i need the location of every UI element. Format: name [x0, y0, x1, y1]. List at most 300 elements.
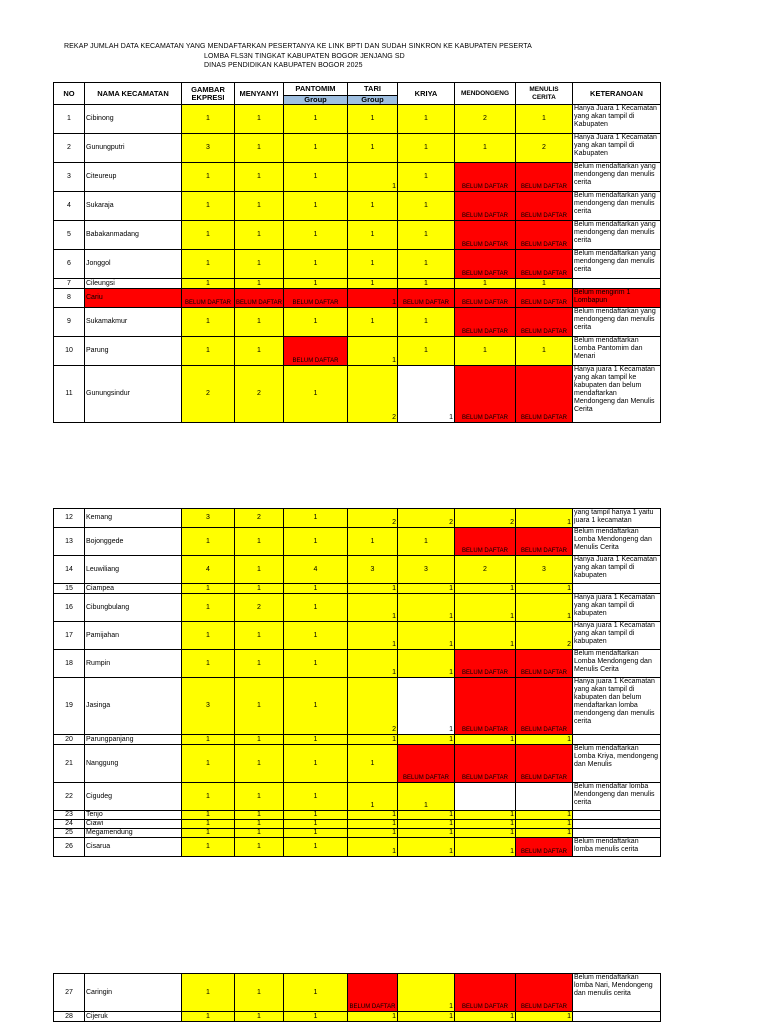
- kecamatan-name: Cijeruk: [85, 1012, 182, 1022]
- cell-menulis: 1: [516, 509, 573, 528]
- kecamatan-name: Babakanmadang: [85, 221, 182, 250]
- cell-mendongeng: 1: [455, 1012, 516, 1022]
- col-pantomim: PANTOMIM: [284, 83, 348, 96]
- cell-pantomim: 1: [284, 820, 348, 829]
- table-row: [54, 745, 661, 783]
- cell-kriya: [398, 289, 455, 308]
- belum-daftar-label: BELUM DAFTAR: [521, 1004, 567, 1010]
- row-number: 7: [54, 279, 85, 289]
- table-row: [54, 528, 661, 556]
- row-number: 14: [54, 556, 85, 584]
- keterangan-note: [573, 820, 661, 829]
- table-row: [54, 678, 661, 735]
- cell-menyanyi: 1: [235, 1012, 284, 1022]
- table-row: [54, 105, 661, 134]
- cell-mendongeng: 1: [455, 337, 516, 366]
- belum-daftar-label: BELUM DAFTAR: [349, 1004, 396, 1010]
- cell-mendongeng: 1: [455, 820, 516, 829]
- cell-menyanyi: 1: [235, 820, 284, 829]
- table-row: [54, 163, 661, 192]
- cell-menulis: 1: [516, 811, 573, 820]
- table-row: [54, 838, 661, 857]
- cell-pantomim: 1: [284, 250, 348, 279]
- cell-pantomim: 1: [284, 192, 348, 221]
- cell-gambar: 1: [182, 163, 235, 192]
- cell-mendongeng: [455, 974, 516, 1012]
- recap-table-section-1: [53, 82, 661, 423]
- cell-menulis: 1: [516, 584, 573, 594]
- cell-pantomim: [284, 337, 348, 366]
- keterangan-note: Hanya Juara 1 Kecamatan yang akan tampil di Kabupaten: [573, 134, 661, 163]
- col-no: NO: [54, 83, 85, 105]
- cell-menulis: [516, 163, 573, 192]
- cell-kriya: 1: [398, 650, 455, 678]
- cell-gambar: 1: [182, 192, 235, 221]
- cell-kriya: 1: [398, 829, 455, 838]
- cell-menyanyi: [235, 289, 284, 308]
- kecamatan-name: Ciampea: [85, 584, 182, 594]
- cell-menyanyi: 1: [235, 163, 284, 192]
- keterangan-note: Belum mendaftarkan Lomba Mendongeng dan Menulis Cerita: [573, 650, 661, 678]
- cell-tari: 1: [348, 811, 398, 820]
- row-number: 12: [54, 509, 85, 528]
- belum-daftar-label: BELUM DAFTAR: [462, 184, 508, 190]
- table-row: [54, 622, 661, 650]
- cell-gambar: 1: [182, 594, 235, 622]
- cell-menyanyi: 1: [235, 528, 284, 556]
- col-mendongeng: MENDONGENG: [455, 83, 516, 105]
- table-row: [54, 594, 661, 622]
- belum-daftar-label: BELUM DAFTAR: [462, 727, 508, 733]
- cell-menulis: [516, 528, 573, 556]
- belum-daftar-label: BELUM DAFTAR: [521, 242, 567, 248]
- col-pantomim-group: Group: [284, 96, 348, 105]
- table-row: [54, 279, 661, 289]
- table-row: [54, 308, 661, 337]
- cell-tari: 2: [348, 509, 398, 528]
- report-header: [54, 42, 574, 71]
- keterangan-note: Belum mendaftar lomba Mendongeng dan menulis cerita: [573, 783, 661, 811]
- keterangan-note: [573, 735, 661, 745]
- keterangan-note: [573, 584, 661, 594]
- cell-tari: 1: [348, 829, 398, 838]
- cell-kriya: 1: [398, 105, 455, 134]
- row-number: 13: [54, 528, 85, 556]
- cell-tari: 1: [348, 735, 398, 745]
- cell-mendongeng: [455, 678, 516, 735]
- cell-kriya: 1: [398, 1012, 455, 1022]
- kecamatan-name: Gunungsindur: [85, 366, 182, 423]
- kecamatan-name: Sukamakmur: [85, 308, 182, 337]
- table-row: [54, 556, 661, 584]
- table-row: [54, 829, 661, 838]
- kecamatan-name: Cibinong: [85, 105, 182, 134]
- recap-table-section-2: [53, 508, 661, 857]
- col-menulis-cerita: MENULIS CERITA: [516, 83, 573, 105]
- keterangan-note: Belum mendaftarkan yang mendongeng dan menulis cerita: [573, 250, 661, 279]
- row-number: 9: [54, 308, 85, 337]
- belum-daftar-label: BELUM DAFTAR: [462, 548, 508, 554]
- cell-tari: 1: [348, 337, 398, 366]
- cell-mendongeng: [455, 308, 516, 337]
- cell-pantomim: 1: [284, 134, 348, 163]
- kecamatan-name: Cigudeg: [85, 783, 182, 811]
- cell-tari: 1: [348, 820, 398, 829]
- cell-tari: 1: [348, 308, 398, 337]
- cell-mendongeng: [455, 250, 516, 279]
- cell-tari: 1: [348, 163, 398, 192]
- cell-menyanyi: 1: [235, 650, 284, 678]
- cell-tari: 3: [348, 556, 398, 584]
- keterangan-note: [573, 279, 661, 289]
- cell-pantomim: 1: [284, 622, 348, 650]
- belum-daftar-label: BELUM DAFTAR: [462, 271, 508, 277]
- cell-kriya: 1: [398, 337, 455, 366]
- cell-menulis: [516, 974, 573, 1012]
- cell-tari: 1: [348, 745, 398, 783]
- cell-mendongeng: [455, 163, 516, 192]
- cell-gambar: 1: [182, 337, 235, 366]
- cell-kriya: [398, 745, 455, 783]
- table-row: [54, 1012, 661, 1022]
- table-row: [54, 783, 661, 811]
- table-row: [54, 820, 661, 829]
- cell-gambar: 1: [182, 1012, 235, 1022]
- belum-daftar-label: BELUM DAFTAR: [521, 184, 567, 190]
- report-title-line-3: DINAS PENDIDIKAN KABUPATEN BOGOR 2025: [204, 62, 363, 69]
- cell-pantomim: 1: [284, 308, 348, 337]
- cell-pantomim: 1: [284, 678, 348, 735]
- belum-daftar-label: BELUM DAFTAR: [462, 670, 508, 676]
- cell-menyanyi: 1: [235, 622, 284, 650]
- cell-menyanyi: 1: [235, 974, 284, 1012]
- table-row: [54, 811, 661, 820]
- cell-menyanyi: 1: [235, 308, 284, 337]
- header-row: [54, 83, 661, 96]
- cell-tari: 1: [348, 192, 398, 221]
- row-number: 1: [54, 105, 85, 134]
- cell-menulis: [516, 250, 573, 279]
- kecamatan-name: Sukaraja: [85, 192, 182, 221]
- keterangan-note: Belum mendaftarkan lomba Nari, Mendongeng dan menulis cerita: [573, 974, 661, 1012]
- cell-menyanyi: 1: [235, 221, 284, 250]
- cell-tari: 2: [348, 366, 398, 423]
- cell-gambar: 3: [182, 134, 235, 163]
- cell-tari: 2: [348, 678, 398, 735]
- cell-menulis: [516, 221, 573, 250]
- cell-pantomim: 1: [284, 829, 348, 838]
- row-number: 5: [54, 221, 85, 250]
- cell-kriya: 1: [398, 783, 455, 811]
- table-row: [54, 974, 661, 1012]
- table-row: [54, 337, 661, 366]
- cell-gambar: 1: [182, 528, 235, 556]
- cell-gambar: 1: [182, 811, 235, 820]
- cell-menyanyi: 1: [235, 192, 284, 221]
- cell-tari: 1: [348, 584, 398, 594]
- kecamatan-name: Caringin: [85, 974, 182, 1012]
- cell-kriya: 1: [398, 584, 455, 594]
- cell-mendongeng: 1: [455, 584, 516, 594]
- row-number: 3: [54, 163, 85, 192]
- row-number: 16: [54, 594, 85, 622]
- cell-menulis: [516, 838, 573, 857]
- cell-menyanyi: 1: [235, 337, 284, 366]
- cell-pantomim: 1: [284, 594, 348, 622]
- keterangan-note: Hanya juara 1 Kecamatan yang akan tampil di kabupaten: [573, 622, 661, 650]
- keterangan-note: Belum mendaftarkan Lomba Mendongeng dan Menulis Cerita: [573, 528, 661, 556]
- cell-gambar: 1: [182, 838, 235, 857]
- cell-tari: 1: [348, 279, 398, 289]
- cell-kriya: 1: [398, 594, 455, 622]
- cell-kriya: 1: [398, 279, 455, 289]
- cell-menyanyi: 2: [235, 509, 284, 528]
- belum-daftar-label: BELUM DAFTAR: [521, 300, 567, 306]
- row-number: 26: [54, 838, 85, 857]
- kecamatan-name: Rumpin: [85, 650, 182, 678]
- belum-daftar-label: BELUM DAFTAR: [521, 329, 567, 335]
- cell-value: 1: [392, 299, 396, 306]
- cell-gambar: 3: [182, 678, 235, 735]
- table-row: [54, 584, 661, 594]
- cell-kriya: 1: [398, 528, 455, 556]
- cell-kriya: 3: [398, 556, 455, 584]
- cell-menulis: 1: [516, 337, 573, 366]
- cell-tari: 1: [348, 622, 398, 650]
- cell-menyanyi: 1: [235, 745, 284, 783]
- cell-pantomim: 1: [284, 221, 348, 250]
- cell-gambar: 1: [182, 735, 235, 745]
- kecamatan-name: Jonggol: [85, 250, 182, 279]
- cell-gambar: 1: [182, 279, 235, 289]
- row-number: 10: [54, 337, 85, 366]
- cell-menulis: [516, 366, 573, 423]
- cell-menyanyi: 1: [235, 250, 284, 279]
- belum-daftar-label: BELUM DAFTAR: [521, 727, 567, 733]
- cell-mendongeng: 1: [455, 622, 516, 650]
- cell-menulis: [516, 192, 573, 221]
- cell-menulis: 1: [516, 279, 573, 289]
- cell-menulis: 1: [516, 829, 573, 838]
- cell-menyanyi: 1: [235, 279, 284, 289]
- row-number: 15: [54, 584, 85, 594]
- keterangan-note: Belum mendaftarkan yang mendongeng dan menulis cerita: [573, 192, 661, 221]
- cell-pantomim: 1: [284, 279, 348, 289]
- kecamatan-name: Parungpanjang: [85, 735, 182, 745]
- keterangan-note: Hanya juara 1 Kecamatan yang akan tampil ke kabupaten dan belum mendaftarkan Mendongeng dan Menulis Cerita: [573, 366, 661, 423]
- cell-gambar: 1: [182, 221, 235, 250]
- cell-gambar: 3: [182, 509, 235, 528]
- cell-tari: 1: [348, 838, 398, 857]
- col-keterangan: KETERANOAN: [573, 83, 661, 105]
- cell-pantomim: 1: [284, 163, 348, 192]
- keterangan-note: Hanya Juara 1 Kecamatan yang akan tampil di kabupaten: [573, 556, 661, 584]
- belum-daftar-label: BELUM DAFTAR: [236, 300, 282, 306]
- keterangan-note: Belum mendaftarkan yang mendongeng dan menulis cerita: [573, 308, 661, 337]
- cell-gambar: 1: [182, 584, 235, 594]
- cell-menyanyi: 1: [235, 783, 284, 811]
- keterangan-note: Hanya juara 1 Kecamatan yang akan tampil di kabupaten: [573, 594, 661, 622]
- cell-kriya: 1: [398, 678, 455, 735]
- kecamatan-name: Kemang: [85, 509, 182, 528]
- belum-daftar-label: BELUM DAFTAR: [521, 849, 567, 855]
- row-number: 4: [54, 192, 85, 221]
- cell-gambar: 2: [182, 366, 235, 423]
- belum-daftar-label: BELUM DAFTAR: [462, 213, 508, 219]
- cell-menyanyi: 1: [235, 556, 284, 584]
- cell-menyanyi: 1: [235, 134, 284, 163]
- cell-pantomim: 1: [284, 974, 348, 1012]
- cell-menulis: [516, 678, 573, 735]
- cell-pantomim: 1: [284, 1012, 348, 1022]
- cell-kriya: 2: [398, 509, 455, 528]
- row-number: 28: [54, 1012, 85, 1022]
- cell-menulis: [516, 650, 573, 678]
- cell-kriya: 1: [398, 820, 455, 829]
- cell-pantomim: 1: [284, 838, 348, 857]
- cell-pantomim: 1: [284, 509, 348, 528]
- cell-pantomim: 1: [284, 745, 348, 783]
- kecamatan-name: Tenjo: [85, 811, 182, 820]
- cell-menulis: [516, 308, 573, 337]
- cell-menulis: [516, 745, 573, 783]
- cell-gambar: 4: [182, 556, 235, 584]
- cell-tari: 1: [348, 134, 398, 163]
- keterangan-note: [573, 811, 661, 820]
- cell-kriya: 1: [398, 163, 455, 192]
- row-number: 18: [54, 650, 85, 678]
- col-nama-kecamatan: NAMA KECAMATAN: [85, 83, 182, 105]
- belum-daftar-label: BELUM DAFTAR: [462, 1004, 508, 1010]
- cell-mendongeng: [455, 783, 516, 811]
- cell-pantomim: 4: [284, 556, 348, 584]
- belum-daftar-label: BELUM DAFTAR: [462, 242, 508, 248]
- kecamatan-name: Ciawi: [85, 820, 182, 829]
- belum-daftar-label: BELUM DAFTAR: [403, 775, 449, 781]
- keterangan-note: Hanya Juara 1 Kecamatan yang akan tampil di Kabupaten: [573, 105, 661, 134]
- cell-tari: 1: [348, 650, 398, 678]
- cell-gambar: 1: [182, 829, 235, 838]
- cell-kriya: 1: [398, 134, 455, 163]
- cell-menyanyi: 2: [235, 366, 284, 423]
- keterangan-note: Hanya juara 1 Kecamatan yang akan tampil di kabupaten dan belum mendaftarkan lomba mendongeng dan menulis cerita: [573, 678, 661, 735]
- row-number: 25: [54, 829, 85, 838]
- kecamatan-name: Cisarua: [85, 838, 182, 857]
- kecamatan-name: Citeureup: [85, 163, 182, 192]
- table-row: [54, 509, 661, 528]
- keterangan-note: yang tampil hanya 1 yaitu juara 1 kecamatan: [573, 509, 661, 528]
- cell-mendongeng: 1: [455, 838, 516, 857]
- cell-tari: [348, 974, 398, 1012]
- cell-pantomim: 1: [284, 783, 348, 811]
- cell-pantomim: 1: [284, 528, 348, 556]
- row-number: 24: [54, 820, 85, 829]
- col-tari: TARI: [348, 83, 398, 96]
- kecamatan-name: Nanggung: [85, 745, 182, 783]
- col-gambar-ekpresi: GAMBAR EKPRESI: [182, 83, 235, 105]
- cell-menyanyi: 1: [235, 838, 284, 857]
- kecamatan-name: Parung: [85, 337, 182, 366]
- belum-daftar-label: BELUM DAFTAR: [521, 213, 567, 219]
- cell-mendongeng: 2: [455, 105, 516, 134]
- keterangan-note: Belum mendaftarkan lomba menulis cerita: [573, 838, 661, 857]
- kecamatan-name: Bojonggede: [85, 528, 182, 556]
- keterangan-note: Belum mendaftarkan Lomba Pantomim dan Menari: [573, 337, 661, 366]
- cell-menyanyi: 1: [235, 584, 284, 594]
- cell-tari: 1: [348, 250, 398, 279]
- cell-mendongeng: [455, 650, 516, 678]
- cell-mendongeng: 1: [455, 279, 516, 289]
- table-row: [54, 192, 661, 221]
- cell-kriya: 1: [398, 221, 455, 250]
- cell-menyanyi: 1: [235, 811, 284, 820]
- recap-table-section-3: [53, 973, 661, 1022]
- cell-gambar: [182, 289, 235, 308]
- cell-menyanyi: 1: [235, 678, 284, 735]
- kecamatan-name: Jasinga: [85, 678, 182, 735]
- belum-daftar-label: BELUM DAFTAR: [521, 415, 567, 421]
- kecamatan-name: Cibungbulang: [85, 594, 182, 622]
- cell-menyanyi: 1: [235, 735, 284, 745]
- keterangan-note: [573, 1012, 661, 1022]
- cell-pantomim: 1: [284, 105, 348, 134]
- belum-daftar-label: BELUM DAFTAR: [462, 415, 508, 421]
- cell-menulis: 1: [516, 820, 573, 829]
- cell-tari: 1: [348, 783, 398, 811]
- cell-pantomim: [284, 289, 348, 308]
- table-row: [54, 221, 661, 250]
- cell-menulis: 1: [516, 735, 573, 745]
- belum-daftar-label: BELUM DAFTAR: [462, 329, 508, 335]
- row-number: 8: [54, 289, 85, 308]
- cell-gambar: 1: [182, 650, 235, 678]
- report-title-line-2: LOMBA FLS3N TINGKAT KABUPATEN BOGOR JENJANG SD: [204, 52, 405, 60]
- cell-mendongeng: [455, 289, 516, 308]
- cell-kriya: 1: [398, 974, 455, 1012]
- cell-menyanyi: 1: [235, 829, 284, 838]
- belum-daftar-label: BELUM DAFTAR: [185, 300, 231, 306]
- report-title-line-1: REKAP JUMLAH DATA KECAMATAN YANG MENDAFTARKAN PESERTANYA KE LINK BPTI DAN SUDAH SINKRON KE KABUPATEN PESERTA: [64, 43, 532, 50]
- cell-mendongeng: 1: [455, 829, 516, 838]
- row-number: 2: [54, 134, 85, 163]
- cell-mendongeng: 2: [455, 509, 516, 528]
- cell-tari: 1: [348, 594, 398, 622]
- cell-menulis: 2: [516, 622, 573, 650]
- cell-pantomim: 1: [284, 650, 348, 678]
- cell-mendongeng: 2: [455, 556, 516, 584]
- cell-kriya: 1: [398, 811, 455, 820]
- cell-menyanyi: 2: [235, 594, 284, 622]
- cell-pantomim: 1: [284, 811, 348, 820]
- row-number: 11: [54, 366, 85, 423]
- col-menyanyi: MENYANYI: [235, 83, 284, 105]
- cell-mendongeng: 1: [455, 735, 516, 745]
- cell-tari: 1: [348, 528, 398, 556]
- cell-kriya: 1: [398, 735, 455, 745]
- cell-mendongeng: [455, 221, 516, 250]
- row-number: 20: [54, 735, 85, 745]
- cell-tari: 1: [348, 105, 398, 134]
- cell-mendongeng: [455, 192, 516, 221]
- belum-daftar-label: BELUM DAFTAR: [462, 775, 508, 781]
- table-row: [54, 735, 661, 745]
- table-row: [54, 650, 661, 678]
- belum-daftar-label: BELUM DAFTAR: [462, 300, 508, 306]
- cell-gambar: 1: [182, 308, 235, 337]
- cell-pantomim: 1: [284, 735, 348, 745]
- cell-mendongeng: 1: [455, 811, 516, 820]
- belum-daftar-label: BELUM DAFTAR: [521, 775, 567, 781]
